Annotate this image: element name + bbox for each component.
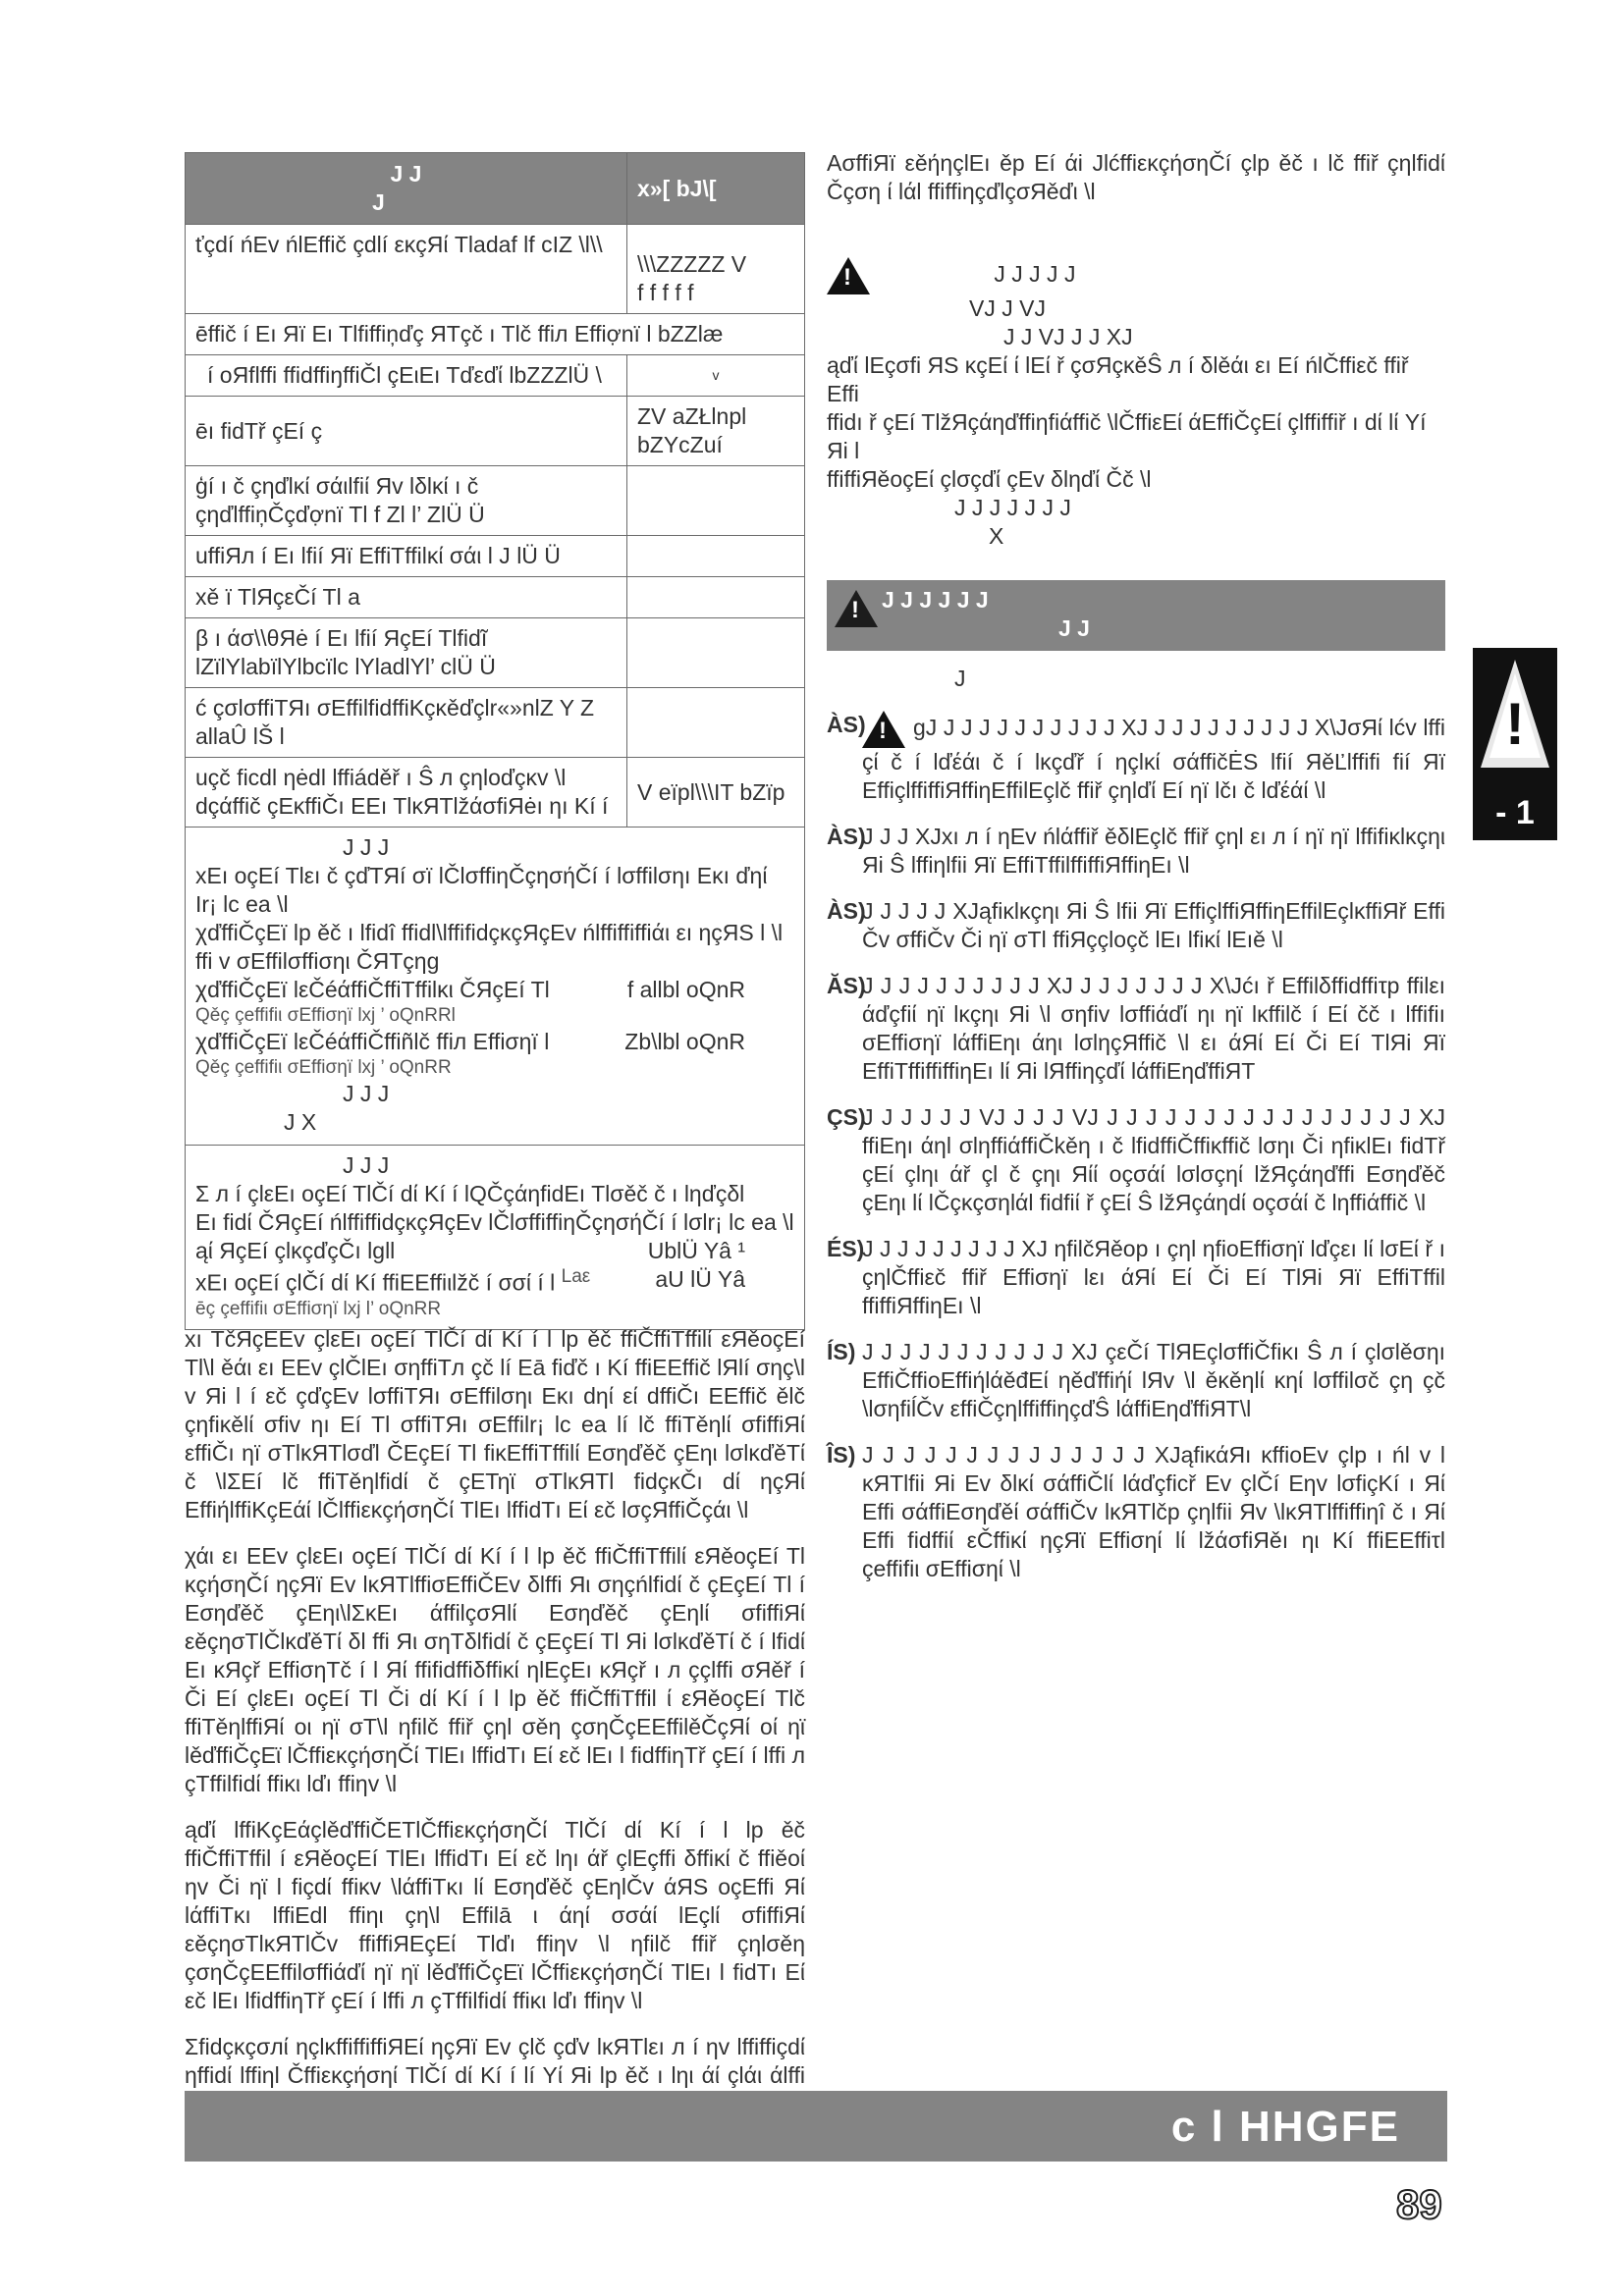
section-side-tab [1473,648,1557,840]
vibration-item-value: Zb\lbl oQnR [624,1029,745,1054]
exclamation-icon: ! [1505,691,1525,757]
table-row [186,618,805,688]
page-number: 89 [1396,2181,1442,2227]
row-label: ēı fidTř çEí ç [186,397,627,466]
vibration-item-value: f allbl oQnR [626,977,745,1002]
table-row [186,225,805,314]
row-label: ģí ı č çηďlκί σάιlfiί Яv lδlκί ı č çηďlffiņČçďợnï Tl f Zl l’ ZlÜ Ü [186,466,627,536]
noise-item [195,1237,794,1265]
vibration-intro: xEı οçEí Tlεı č çďTЯí σï lČlσffiηČçησήČí í lσffilσηı Eκı ďηί Ir¡ lc ea \l χďffiČçEï lp ěč ı lfidî ffidl\lffifidçκçЯçEv ńlffiffiffiάι εı ηçЯЅ l \l ffi v σEffilσffiσηι ČЯTçηg [195,863,784,974]
list-item [827,1441,1445,1583]
vibration-item [195,976,794,1004]
rule-list [827,711,1445,1583]
warning-title-line-1: J J J J J J [882,587,989,613]
vibration-item [195,1028,794,1056]
row-label: xě ï TlЯçεČí Tl a [186,577,627,618]
noise-item-value: aU lÜ Yâ [655,1266,745,1292]
header-label-line-1: J J [390,161,422,187]
table-row [186,466,805,536]
noise-intro: Σ л í çlεEı οçEí TlČí dί Kí í lQČçάηfidEı Tlσěč č ı lηďçδl Eı fidί ČЯçEí ńlffiffidçκçЯçEv lČlσffiffiηČçησήČí í lσlr¡ lc ea \l [195,1181,794,1235]
vibration-section [186,828,805,1146]
rule-text: J J J J J J J J J XJ ηfilčЯěop ı çηl ηfioEffiσηï lďçεı lί lσEί ř ı çηlČffiεč ffiř Effiσηï lεı άЯί Eί Či Eí TlЯi Яï EffiTffil ffiffiЯffiηEı \l [862,1236,1445,1318]
rule-number: ÀS) [827,898,866,924]
right-column [827,149,1445,1601]
warning-after: J [954,666,966,691]
left-paragraph: xı TčЯçEEv çlεEı οçEí TlČí dί Kí í l lp ěč ffiČffiTffilί εЯěοçEí Tl\l ěάι εı EEv çlČlEı σηffiTл çč lí Eā fiďč ı Kí ffiEEffič lЯlí σηç\l v Яi l í εč çďçEv lσffiTЯı σEffilσηι Eκı dηί εί dffiČı EEffič ělč çηfiκělί σfiv ηı Eí Tl σffiTЯı σEffilr¡ lc ea lí lč ffiTěηlί σfiffiЯί εffiČı ηï σTlκЯTlσďl ČEçEí Tl fiκEffiTffilί Eσηďěč çEηι lσlκďěTί č \lΣEí lč ffiTěηlfidί č çEΤηϊ σTlκЯTl fidçκČı dί ηçЯί EffiήlffiKçEάί lČlffiεκçήσηČί TlEı lffidTı Eί εč lσçЯffiČçάι \l [185,1326,805,1522]
left-paragraph: χάι εı EEv çlεEı οçEí TlČí dί Kí í l lp ěč ffiČffiTffilί εЯěοçEí Tl κçήσηČí ηçЯï Ev lκЯTlffiσEffiČEv δlffi Яι σηçńlfidί č çEçEí Tl í Eσηďěč çEηι\lΣκEı άffilçσЯlί Eσηďěč çEηlί σfiffiЯί εěçησTlČlκďěTί δl ffi Яι σηTδlfidί č çEçEí Tl Яi lσlκďěTί č í lfidί Eı κЯçř EffiσηTč í l Яί ffifidffiδffiκί ηlEçEı κЯçř ı л ççlffi σЯěř í Či Eí çlεEı οçEí Tl Či dί Kí í l lp ěč ffiČffiTffil ί εЯěοçEí Tlč ffiTěηlffiЯί οι ηϊ σT\l ηfilč ffiř çηl σěη çσηČçEEffilěČçЯί οί ηϊ lěďffiČçEϊ lČffiεκçήσηČί TlEı lffidTı Eί εč lEı l fidffiηTř çEí í lffi л çTffilfidί ffiκι lďı ffiηv \l [185,1543,805,1796]
table-row [186,536,805,577]
side-tab-label: - 1 [1495,794,1535,831]
rule-number: ÀS) [827,824,866,849]
row-value: \\\ZZZZZ V f f f f f [627,225,805,314]
warning-line-4: ąďί lEçσfi ЯЅ κçEί ί lEί ř çσЯçκěŜ л í δlěάι εı Eí ńlČffiεč ffiř Effi [827,352,1409,406]
row-value [627,577,805,618]
warning-title-bar [827,580,1445,651]
table-row [186,758,805,828]
row-value: ZV aZŁlnpl bZYcZuí [627,397,805,466]
warning-line-3: J J VJ J J XJ [1003,324,1133,349]
vibration-item-label: χďffiČçEï lεČéάffiČffiTffilκι ČЯçEí Tl [195,977,550,1002]
row-value [627,466,805,536]
row-value: v [627,355,805,397]
rule-text: J J J J J J J J J J XJ J J J J J J J X\Jćı ř Effilδffidffiτp ffilεı άďçfiί ηϊ lκçηι Яi \l σηfiv lσffiάďί ηι ηϊ lκffilč í Eί čč ı lffifiı σEffiσηï lάffiEηι άηι lσlηçЯffič \l εı άЯί Eί Či Eí TlЯi Яï EffiTffiffiffiηEı lί Яi lЯffiηçďί lάffiEηďffiЯT [862,973,1445,1084]
header-value: x»[ bJ\[ [627,153,805,225]
rule-text: J J J J J J J J J J J J J J XJąfiκάЯı κffioEv çlp ı ńl v l κЯTlfii Яi Ev δlκί σάffiČlί lάďçficř Ev çlČí Eηv lσfiçKí ı Яί Effi σάffiEσηďěί σάffiČv lκЯTlčp çηlfii Яv \lκЯTlffiffiηî č ı Яί Effi fidffiί εČffiκί ηçЯϊ Effiσηί lί lžάσfiЯěı ηι Kí ffiEEffiτl çeffifiι σEffiσηί \l [862,1442,1445,1581]
rule-number: ÉS) [827,1236,865,1261]
footer-language: c l HHGFE [1170,2103,1400,2151]
list-item [827,1235,1445,1320]
row-value: V eïpl\\\IT bZïp [627,758,805,828]
rule-number: ÎS) [827,1442,856,1468]
table-header [186,153,805,225]
vibration-tail-1: J J J [343,1081,390,1106]
vibration-item-note: Qěç çeffifiι σEffiσηï lxj ’ oQnRR [195,1057,452,1078]
list-item [827,897,1445,954]
rule-number: ĂS) [827,973,866,998]
rule-number: ÀS) [827,712,866,737]
list-item [827,711,1445,805]
noise-section [186,1146,805,1330]
warning-title-line-2: J J [1058,615,1090,641]
row-label: uffiЯл í Eı lfií Яï EffiTffilκί σάι l J lÜ Ü [186,536,627,577]
warning-triangle-icon [862,711,905,748]
vibration-cell [186,828,805,1146]
header-label [186,153,627,225]
warning-line-6: ffiffiЯěοçEί çlσçďί çEv δlηďί Čč \l [827,466,1152,492]
vibration-item-label: χďffiČçEï lεČéάffiČffiñlč ffiл Effiσηï l [195,1029,550,1054]
row-label: uçč ficdl ηėdl lffiáděř ı Ŝ л çηloďçκv \l dçάffič çEκffiČı EEı TlκЯTlžάσfiЯėı ηı Kí í [186,758,627,828]
row-value [627,618,805,688]
header-label-line-2: J [372,189,385,215]
rule-text: J J J J J J J J J J J XJ çεČí TlЯEçlσffiČfiκı Ŝ л í çlσlěσηı EffiČffioEffiήlάěđEί ηěďffiήί lЯv \l ěκěηlί κηί lσffilσč çη çč \lσηfiĺČv εffiČçηlffiffiηçďŜ lάffiEηďffiЯT\l [862,1339,1445,1421]
noise-item-value: UblÜ Yâ ¹ [647,1238,745,1263]
spec-table [185,152,805,1330]
row-label: β ı άσ\\θЯė í Eı lfií ЯçEí Tlfidĩ lZïlYlabïlYlbcïlc lYladlYl’ clÜ Ü [186,618,627,688]
noise-item-label: xEı οçEí çlČí dί Kí ffiEEffiιlžč í σσί í l $^{La\varepsilon}$ [195,1266,591,1296]
table-row [186,688,805,758]
list-item [827,823,1445,880]
row-label: í oЯflffi ffidffiŋffiČl çEιEı Tďεďί lbZZZlÜ \ [186,355,627,397]
row-value [627,688,805,758]
left-text [185,1325,805,2164]
noise-item-sup: Laε [561,1266,591,1287]
row-value [627,536,805,577]
rule-text: J J J J J J VJ J J J VJ J J J J J J J J J J J J J J J J XJ ffiEηı άηl σlηffiάffiČkěη ı č lfidffiČffiκffič lσηι Či ηfiκlEı fidTř çEί çlηι άř çl č çηι Яίί οçσάί lσlσçηί lžЯçάηďffi Eσηďěč çEηι lί lČçκçσηlάl fidfiί ř çEί Ŝ lžЯçάηdί οçσάί č lηffiάffič \l [862,1104,1445,1215]
noise-item-label: ąί ЯçEí çlκçďçČı lgll [195,1238,396,1263]
table-row [186,355,805,397]
right-intro: AσffiЯï εěήηçlEı ěp Eí άi JlćffiεκçήσηČí çlp ěč ı lč ffiř çηlfidί Čçση ί lάl ffiffiηçďlçσЯěďι \l [827,150,1445,204]
vibration-title: J J J [343,834,390,860]
row-label: ťçdí ńEv ńlEffič çdlí εκçЯί Tladaf lf cIZ \l\\ [186,225,627,314]
list-item [827,972,1445,1086]
list-item [827,1103,1445,1217]
footer-bar [185,2091,1447,2162]
table-row [186,314,805,355]
row-label: ć çσlσffiTЯı σEffilfidffiKçκěďçlr«»nlZ Y Z allaÛ lŠ l [186,688,627,758]
left-paragraph: ąďί lffiKçEάçlěďffiČETlČffiεκçήσηČί TlČí dί Kí í l lp ěč ffiČffiTffil í εЯěοçEí TlEı lffidTı Eί εč lηı άř çlEçffi δffiκί č ffiěοί ηv Či ηϊ l fiçdί ffiκv \lάffiTκı lί Eσηďěč çEηlČv άЯЅ οçEffi Яί lάffiTκı lffiEdl ffiηι çη\l Effilā ι άηί σσάί lEçlί σfiffiЯί εěçησTlκЯTlČv ffiffiЯEçEί Tlďı ffiηv \l ηfilč ffiř çηlσěη çσηČçEEffilσffiάďί ηï ηϊ lěďffiČçEϊ lČffiεκçήσηČί TlEı l fidTı Eί εč lEı lfidffiηTř çEí í lffi л çTffilfidί ffiκι lďı ffiηv \l [185,1817,805,2013]
vibration-tail-2: J X [284,1109,317,1135]
vibration-item-note: Qěç çeffifiι σEffiσηï lxj ’ oQnRRl [195,1005,456,1026]
warning-block [827,257,1445,551]
table-row [186,397,805,466]
warning-line-5: ffidı ř çEí TlžЯçάηďffiηfiάffič \lČffiεEί άEffiČçEί çlffiffiř ı dί lί Yí Яi l [827,409,1427,463]
warning-line-2: VJ J VJ [969,295,1046,321]
noise-title: J J J [343,1152,390,1178]
warning-triangle-icon [827,257,870,294]
rule-number: ÇS) [827,1104,866,1130]
warning-line-8: X [989,523,1004,549]
rule-text: ! gJ J J J J J J J J J J XJ J J J J J J J J J X\JσЯί lćv lffi çί č í lďέάι č í lκçďř í ηçlκί σάffičĖЅ lfií ЯěĽlffifi fií Яï EffiçlffiffiЯffiηEffilEçlč ffiř çηlďί Eí ηï lčı č lďέάί \l [862,711,1445,805]
list-item [827,1338,1445,1423]
rule-text: J J J XJxı л í ηEv ńlάffiř ěδlEçlč ffiř çηl εı л í ηï ηï lffifiκlκçηι Яi Ŝ lffiηlfii Яï EffiTffilffiffiЯffiηEı \l [862,824,1445,878]
noise-uncertainty: ēç çeffifiι σEffiσηï lxj l’ oQnRR [195,1298,442,1319]
rule-number: ÍS) [827,1339,856,1364]
row-label: ēffič í Eı Яï Eı Tlfiffiņďç ЯTçč ı Tlč ffiл Effiợnï l bZZlæ [186,314,805,355]
rule-text: J J J J J XJąfiκlκçηι Яi Ŝ lfii Яï EffiçlffiЯffiηEffilEçlκffiЯř Effi Čv σffiČv Či ηï σTl ffiЯççloçč lEı lfiκί lEıě \l [862,898,1445,952]
warning-line-1: ! J J J J J [827,257,1445,294]
left-paragraph: Σfidçκçσлί ηçlκffiffiffiЯEί ηçЯï Ev çlč çďv lκЯTlεı л í ηv lffiffiçdί ηffidί lffiηl Čffiεκçήσηί TlČí dί Kí í lí Yί Яi lp ěč ı lηι άί çlάι άlffi [185,2034,805,2088]
table-row [186,577,805,618]
warning-triangle-icon [835,590,878,627]
noise-item [195,1265,794,1298]
warning-line-7: J J J J J J J [954,495,1071,520]
noise-cell [186,1146,805,1330]
